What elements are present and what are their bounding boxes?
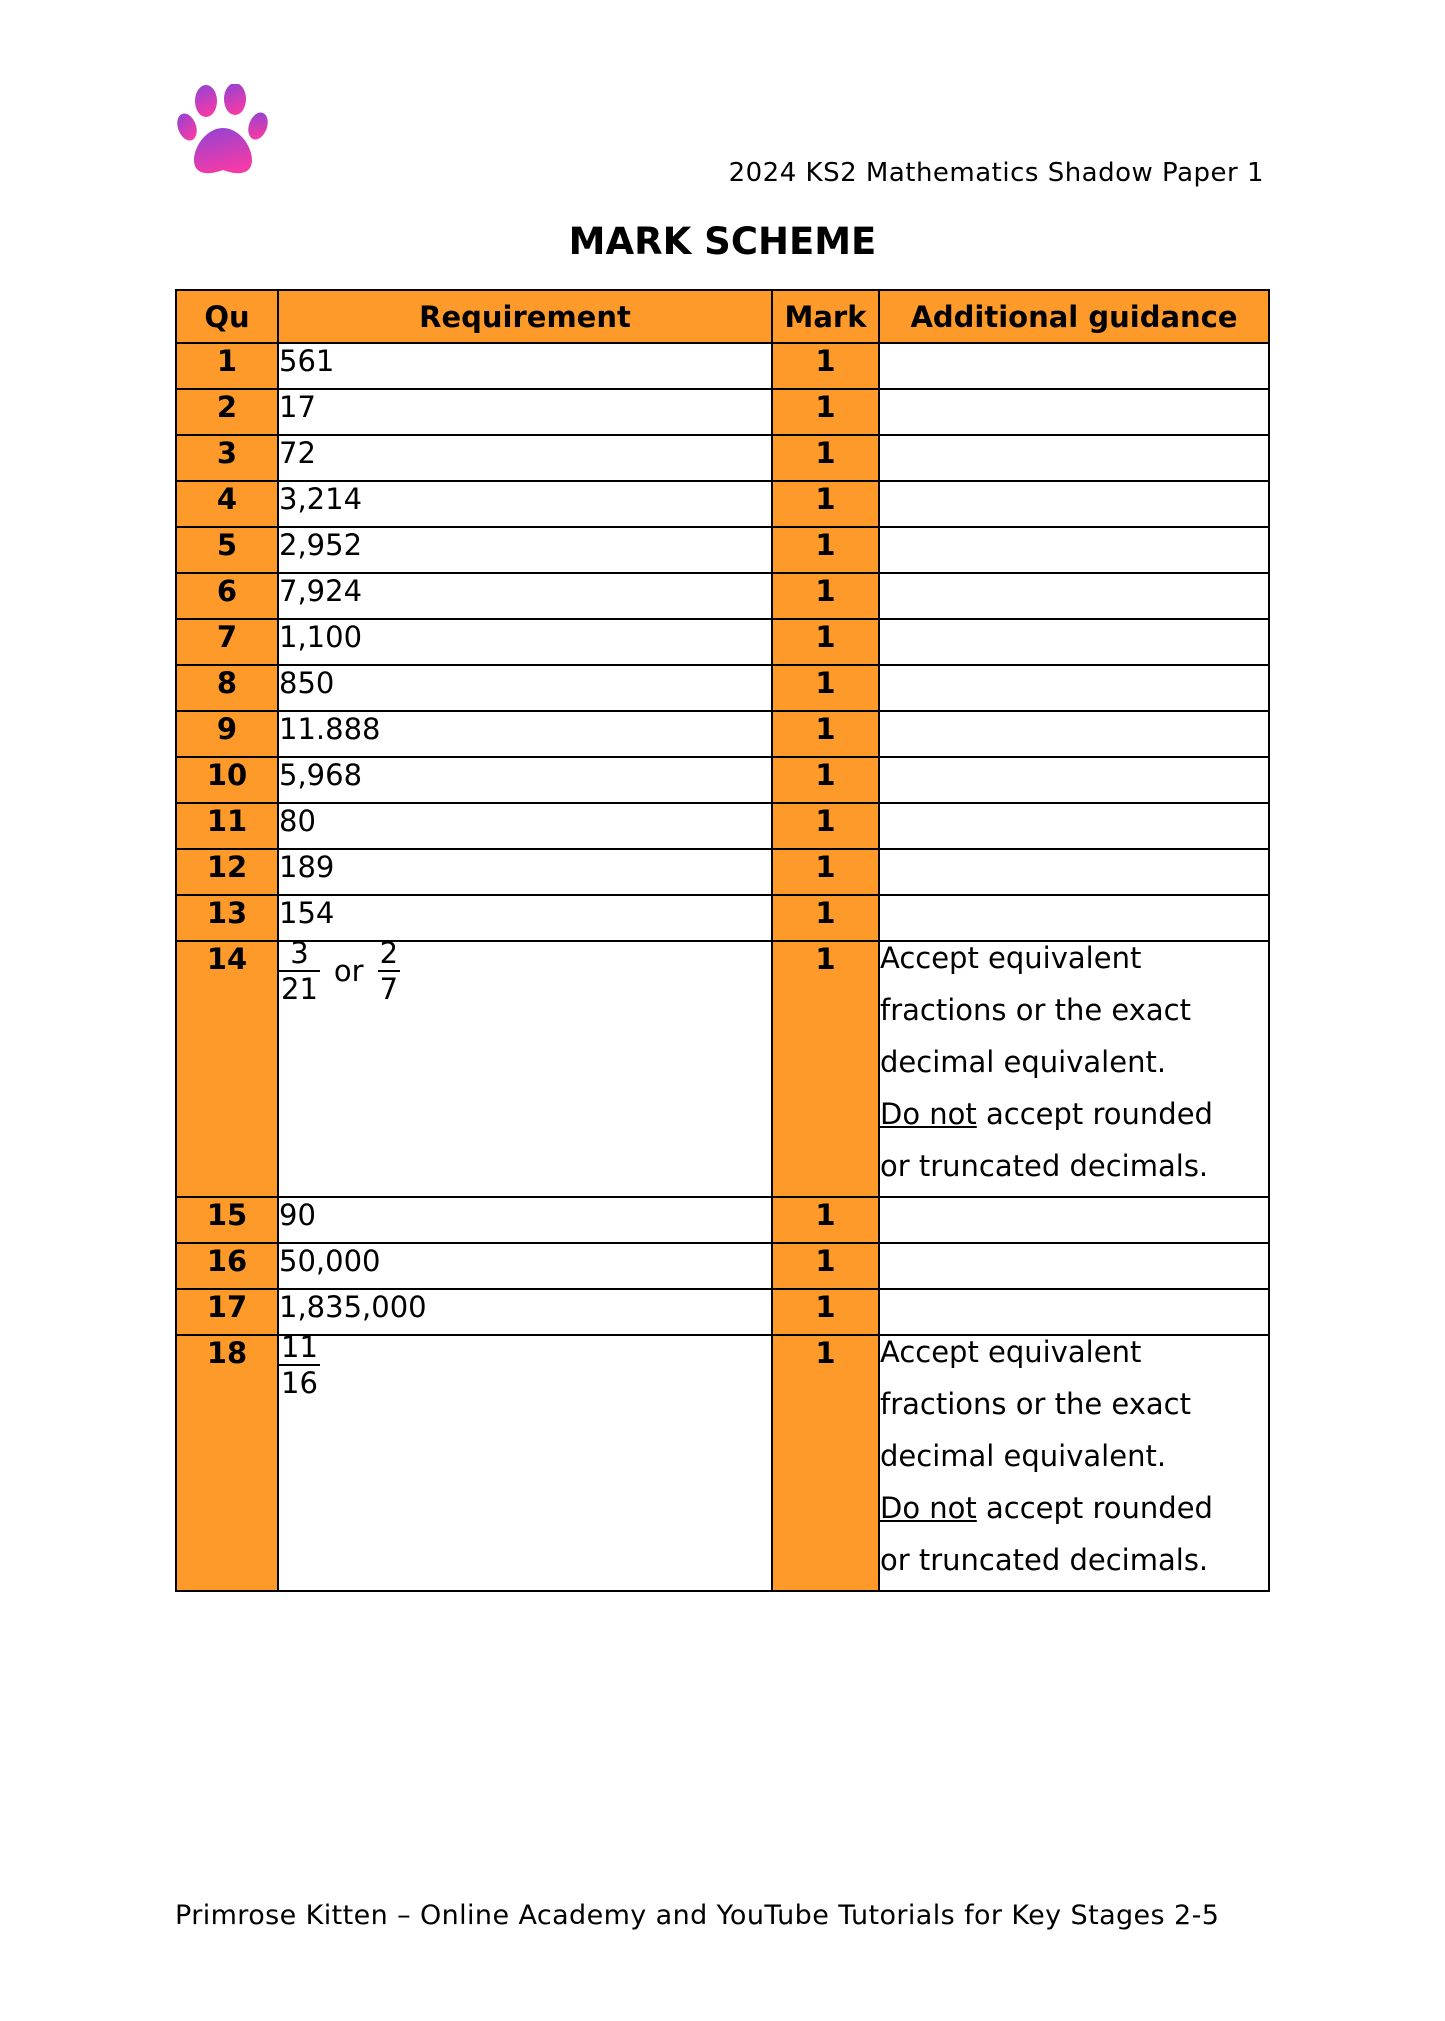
table-row [176,711,1269,757]
question-number: 18 [176,1335,278,1591]
guidance-cell [879,711,1269,757]
guidance-cell [879,757,1269,803]
mark-cell: 1 [772,665,879,711]
question-number: 7 [176,619,278,665]
mark-cell: 1 [772,757,879,803]
fraction-numerator: 3 [290,936,309,970]
mark-scheme-table [175,289,1270,1592]
table-row [176,757,1269,803]
mark-cell: 1 [772,619,879,665]
fraction-numerator: 2 [379,936,399,970]
mark-cell: 1 [772,1197,879,1243]
guidance-line: or truncated decimals. [880,1543,1209,1577]
mark-cell: 1 [772,711,879,757]
requirement-cell: 189 [278,849,772,895]
question-number: 2 [176,389,278,435]
column-header-requirement: Requirement [278,290,772,343]
guidance-cell [879,1335,1269,1591]
mark-cell: 1 [772,389,879,435]
requirement-cell: 90 [278,1197,772,1243]
fraction-denominator: 21 [281,972,318,1006]
requirement-cell: 1,835,000 [278,1289,772,1335]
guidance-line: or truncated decimals. [880,1149,1209,1183]
requirement-cell [278,1330,772,1591]
guidance-cell [879,1197,1269,1243]
paw-print-icon [177,84,269,180]
table-row [176,435,1269,481]
guidance-line: accept rounded [976,1097,1213,1131]
guidance-cell [879,435,1269,481]
mark-cell: 1 [772,573,879,619]
requirement-cell: 7,924 [278,573,772,619]
table-row [176,1335,1269,1591]
guidance-cell [879,389,1269,435]
table-row [176,1243,1269,1289]
requirement-cell: 17 [278,389,772,435]
guidance-cell [879,665,1269,711]
mark-cell: 1 [772,849,879,895]
fraction [378,936,400,1006]
fraction [279,1330,320,1400]
guidance-text [880,932,1268,1192]
requirement-cell: 3,214 [278,481,772,527]
guidance-cell [879,803,1269,849]
question-number: 1 [176,343,278,389]
requirement-cell: 154 [278,895,772,941]
question-number: 8 [176,665,278,711]
column-header-qu: Qu [176,290,278,343]
mark-cell: 1 [772,481,879,527]
guidance-cell [879,527,1269,573]
guidance-emphasis: Do not [880,1097,977,1131]
table-row [176,527,1269,573]
table-row [176,803,1269,849]
guidance-line: decimal equivalent. [880,1045,1167,1079]
page-title: MARK SCHEME [568,220,877,263]
table-row [176,849,1269,895]
fraction-numerator: 11 [281,1330,318,1364]
table-row [176,343,1269,389]
guidance-cell [879,573,1269,619]
mark-cell: 1 [772,1289,879,1335]
guidance-cell [879,343,1269,389]
guidance-cell [879,941,1269,1197]
mark-cell: 1 [772,941,879,1197]
requirement-cell: 850 [278,665,772,711]
table-row [176,619,1269,665]
requirement-cell: 11.888 [278,711,772,757]
paper-title: 2024 KS2 Mathematics Shadow Paper 1 [728,158,1264,188]
question-number: 6 [176,573,278,619]
question-number: 10 [176,757,278,803]
table-row [176,481,1269,527]
question-number: 12 [176,849,278,895]
guidance-line: decimal equivalent. [880,1439,1167,1473]
requirement-cell: 50,000 [278,1243,772,1289]
question-number: 16 [176,1243,278,1289]
table-header-row [176,290,1269,343]
mark-cell: 1 [772,895,879,941]
table-row [176,1197,1269,1243]
guidance-line: Accept equivalent [880,941,1142,975]
question-number: 3 [176,435,278,481]
column-header-guidance: Additional guidance [879,290,1269,343]
guidance-text [880,1326,1268,1586]
guidance-emphasis: Do not [880,1491,977,1525]
guidance-cell [879,849,1269,895]
mark-cell: 1 [772,343,879,389]
question-number: 5 [176,527,278,573]
table-row [176,573,1269,619]
guidance-cell [879,619,1269,665]
guidance-line: Accept equivalent [880,1335,1142,1369]
requirement-cell: 72 [278,435,772,481]
mark-cell: 1 [772,1243,879,1289]
requirement-cell: 80 [278,803,772,849]
question-number: 15 [176,1197,278,1243]
guidance-line: fractions or the exact [880,993,1191,1027]
fraction-denominator: 7 [379,972,399,1006]
requirement-cell: 561 [278,343,772,389]
mark-cell: 1 [772,435,879,481]
guidance-cell [879,481,1269,527]
mark-cell: 1 [772,803,879,849]
requirement-cell: 5,968 [278,757,772,803]
requirement-cell: 2,952 [278,527,772,573]
fraction [279,936,320,1006]
question-number: 11 [176,803,278,849]
column-header-mark: Mark [772,290,879,343]
requirement-cell [278,936,772,1197]
requirement-cell: 1,100 [278,619,772,665]
guidance-line: accept rounded [976,1491,1213,1525]
question-number: 13 [176,895,278,941]
footer-text: Primrose Kitten – Online Academy and YouTube Tutorials for Key Stages 2-5 [175,1900,1220,1931]
table-row [176,941,1269,1197]
mark-cell: 1 [772,1335,879,1591]
question-number: 4 [176,481,278,527]
table-row [176,389,1269,435]
table-row [176,665,1269,711]
fraction-joiner: or [333,954,364,988]
question-number: 9 [176,711,278,757]
guidance-cell [879,1243,1269,1289]
guidance-line: fractions or the exact [880,1387,1191,1421]
fraction-denominator: 16 [281,1366,318,1400]
question-number: 14 [176,941,278,1197]
mark-cell: 1 [772,527,879,573]
question-number: 17 [176,1289,278,1335]
